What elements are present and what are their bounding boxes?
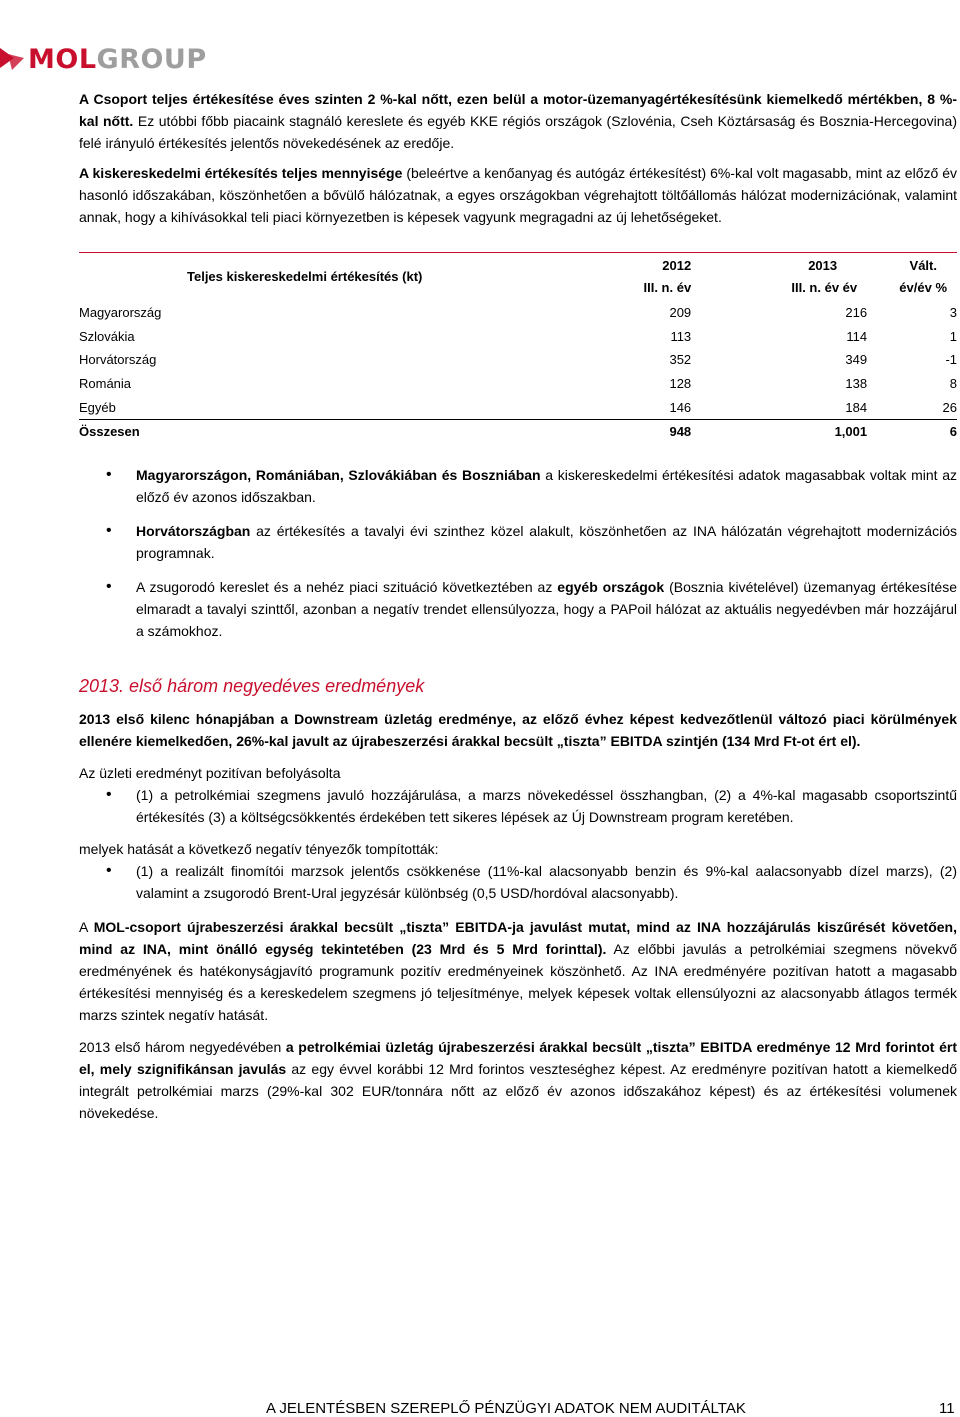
report-content [79, 88, 957, 1124]
bullet-text: A zsugorodó kereslet és a nehéz piaci szituáció következtében az [136, 578, 558, 595]
value-2013: 184 [845, 399, 868, 415]
table-row [79, 301, 957, 325]
retail-sales-table [79, 252, 957, 444]
list-item [79, 464, 957, 508]
table-row [79, 348, 957, 372]
row-label: Magyarország [79, 305, 162, 321]
bullet-text: az értékesítés a tavalyi évi szinthez közel alakult, köszönhetően az INA hálózatán végrehajtott modernizációs programnak. [136, 522, 957, 561]
logo-mol-text: MOL [28, 43, 97, 75]
footer-disclaimer: A JELENTÉSBEN SZEREPLŐ PÉNZÜGYI ADATOK NEM AUDITÁLTAK [266, 1400, 746, 1417]
paragraph-mol-ebitda [79, 916, 957, 1026]
row-label: Szlovákia [79, 328, 135, 344]
paragraph-text: Ez utóbbi főbb piacaink stagnáló kereslete és egyéb KKE régiós országok (Szlovénia, Cseh Köztársaság és Bosznia-Hercegovina) felé irányuló értékesítés jelentős növekedésének az eredője. [79, 113, 957, 151]
value-2012: 113 [670, 328, 692, 344]
paragraph-text: az egy évvel korábbi 12 Mrd forintos veszteséghez képest. Az eredményre pozitívan hatott a kiemelkedő integrált petrolkémiai marzs (29%-kal 302 EUR/tonnára nőtt az előző év azonos időszakához képest) és az értékesítési volumenek növekedése. [79, 1060, 957, 1121]
value-change: 8 [949, 376, 957, 392]
section-title: 2013. első három negyedéves eredmények [79, 675, 425, 696]
value-2013: 114 [846, 328, 868, 344]
paragraph-text: 2013 első három negyedévében [79, 1038, 286, 1055]
paragraph-bold: MOL-csoport újrabeszerzési árakkal becsült „tiszta” EBITDA-ja javulást mutat, mind az INA hozzájárulás kiszűrését követően, mind az INA, mint önálló egység tekintetében (23 Mrd és 5 Mrd forinttal). [79, 918, 957, 957]
value-2013: 216 [845, 305, 868, 321]
paragraph-positive-factors-intro: Az üzleti eredményt pozitívan befolyásolta [79, 764, 341, 781]
total-2012: 948 [669, 424, 692, 440]
paragraph-sales-summary [79, 88, 957, 154]
col-change-header: Vált. [909, 258, 937, 273]
value-2012: 146 [669, 399, 692, 415]
value-change: 26 [942, 399, 957, 415]
bullet-bold: Magyarországon, Romániában, Szlovákiában és Boszniában [136, 466, 541, 483]
row-label: Románia [79, 376, 132, 392]
value-2013: 349 [845, 352, 868, 368]
col-2012-subheader: III. n. év [643, 280, 692, 295]
list-item [79, 520, 957, 564]
mol-logo-icon [0, 44, 26, 74]
table-title: Teljes kiskereskedelmi értékesítés (kt) [187, 269, 423, 284]
paragraph-bold: a petrolkémiai üzletág újrabeszerzési árakkal becsült „tiszta” EBITDA eredménye 12 Mrd forintot ért el, mely szignifikánsan javulás [79, 1038, 957, 1077]
bullet-text: a kiskereskedelmi értékesítési adatok magasabbak voltak mint az előző év azonos időszakban. [136, 466, 957, 505]
value-2012: 352 [669, 352, 692, 368]
value-change: 3 [949, 305, 957, 321]
paragraph-text: A [79, 918, 94, 935]
col-change-subheader: év/év % [899, 280, 947, 295]
table-total-row [79, 419, 957, 443]
table-row [79, 372, 957, 396]
col-2012-header: 2012 [662, 258, 692, 273]
total-2013: 1,001 [834, 424, 868, 440]
negative-factors-list [79, 860, 957, 904]
value-2012: 209 [669, 305, 692, 321]
total-change: 6 [949, 424, 957, 440]
retail-bullet-list [79, 464, 957, 642]
list-item: • (1) a realizált finomítói marzsok jelentős csökkenése (11%-kal alacsonyabb benzin és 9%-kal aalacsonyabb dízel marzs), (2) valamint a zsugorodó Brent-Ural jegyzésár különbség (0,5 USD/hordóval alacsonyabb). [79, 860, 957, 904]
paragraph-negative-factors-intro: melyek hatását a következő negatív tényezők tompították: [79, 840, 439, 857]
paragraph-retail-volume [79, 162, 957, 228]
paragraph-downstream-result [79, 708, 957, 752]
list-item: • (1) a petrolkémiai szegmens javuló hozzájárulása, a marzs növekedéssel összhangban, (2) a 4%-kal magasabb csoportszintű értékesítés (3) a költségcsökkentés érdekében tett sikeres lépések az Új Downstream program keretében. [79, 784, 957, 828]
list-item [79, 576, 957, 642]
col-2013-header: 2013 [808, 258, 838, 273]
logo-group-text: GROUP [96, 43, 207, 75]
mol-group-logo [0, 40, 207, 78]
paragraph-text: (beleértve a kenőanyag és autógáz értékesítést) 6%-kal volt magasabb, mint az előző év hasonló időszakában, köszönhetően a bővülő hálózatnak, a egyes országokban végrehajtott töltőállomás hálózat modernizációnak, valamint annak, hogy a kihívásokkal teli piaci környezetben is képesek vagyunk megragadni az új lehetőségeket. [79, 165, 957, 225]
bullet-bold: Horvátországban [136, 522, 251, 539]
paragraph-text: Az előbbi javulás a petrolkémiai szegmens növekvő eredményének és hatékonyságjavító programunk pozitív eredményeinek köszönhető. Az INA eredményére pozitívan hatott a magasabb értékesítési mennyiség és a kereskedelem szegmens jó teljesítménye, melyek képesek voltak ellensúlyozni az alacsonyabb átlagos termék marzs szintek negatív hatását. [79, 940, 958, 1023]
table-row [79, 395, 957, 419]
value-change: 1 [949, 328, 957, 344]
bullet-text: (Bosznia kivételével) üzemanyag értékesítése elmaradt a tavalyi szinttől, azonban a negatív trendet ellensúlyozza, hogy a PAPoil hálózat az aktuális negyedévben már hozzájárul a számokhoz. [136, 578, 957, 639]
total-label: Összesen [79, 424, 140, 440]
value-change: -1 [945, 352, 957, 368]
paragraph-bold-lead: A Csoport teljes értékesítése éves szinten 2 %-kal nőtt, ezen belül a motor-üzemanyagértékesítésünk kiemelkedő mértékben, 8 %-kal nőtt. [79, 91, 957, 129]
row-label: Egyéb [79, 399, 116, 415]
value-2013: 138 [845, 376, 868, 392]
positive-factors-list [79, 784, 957, 828]
bullet-bold: egyéb országok [557, 578, 665, 595]
page-number: 11 [939, 1400, 955, 1417]
paragraph-bold: 2013 első kilenc hónapjában a Downstream üzletág eredménye, az előző évhez képest kedvezőtlenül változó piaci körülmények ellenére kiemelkedően, 26%-kal javult az újrabeszerzési árakkal becsült „tiszta” EBITDA szintjén (134 Mrd Ft-ot ért el). [79, 710, 957, 749]
table-row [79, 325, 957, 349]
row-label: Horvátország [79, 352, 157, 368]
value-2012: 128 [669, 376, 692, 392]
col-2013-subheader: III. n. év év [791, 280, 858, 295]
paragraph-petrochemical [79, 1036, 957, 1124]
paragraph-bold-lead: A kiskereskedelmi értékesítés teljes mennyisége [79, 165, 403, 181]
